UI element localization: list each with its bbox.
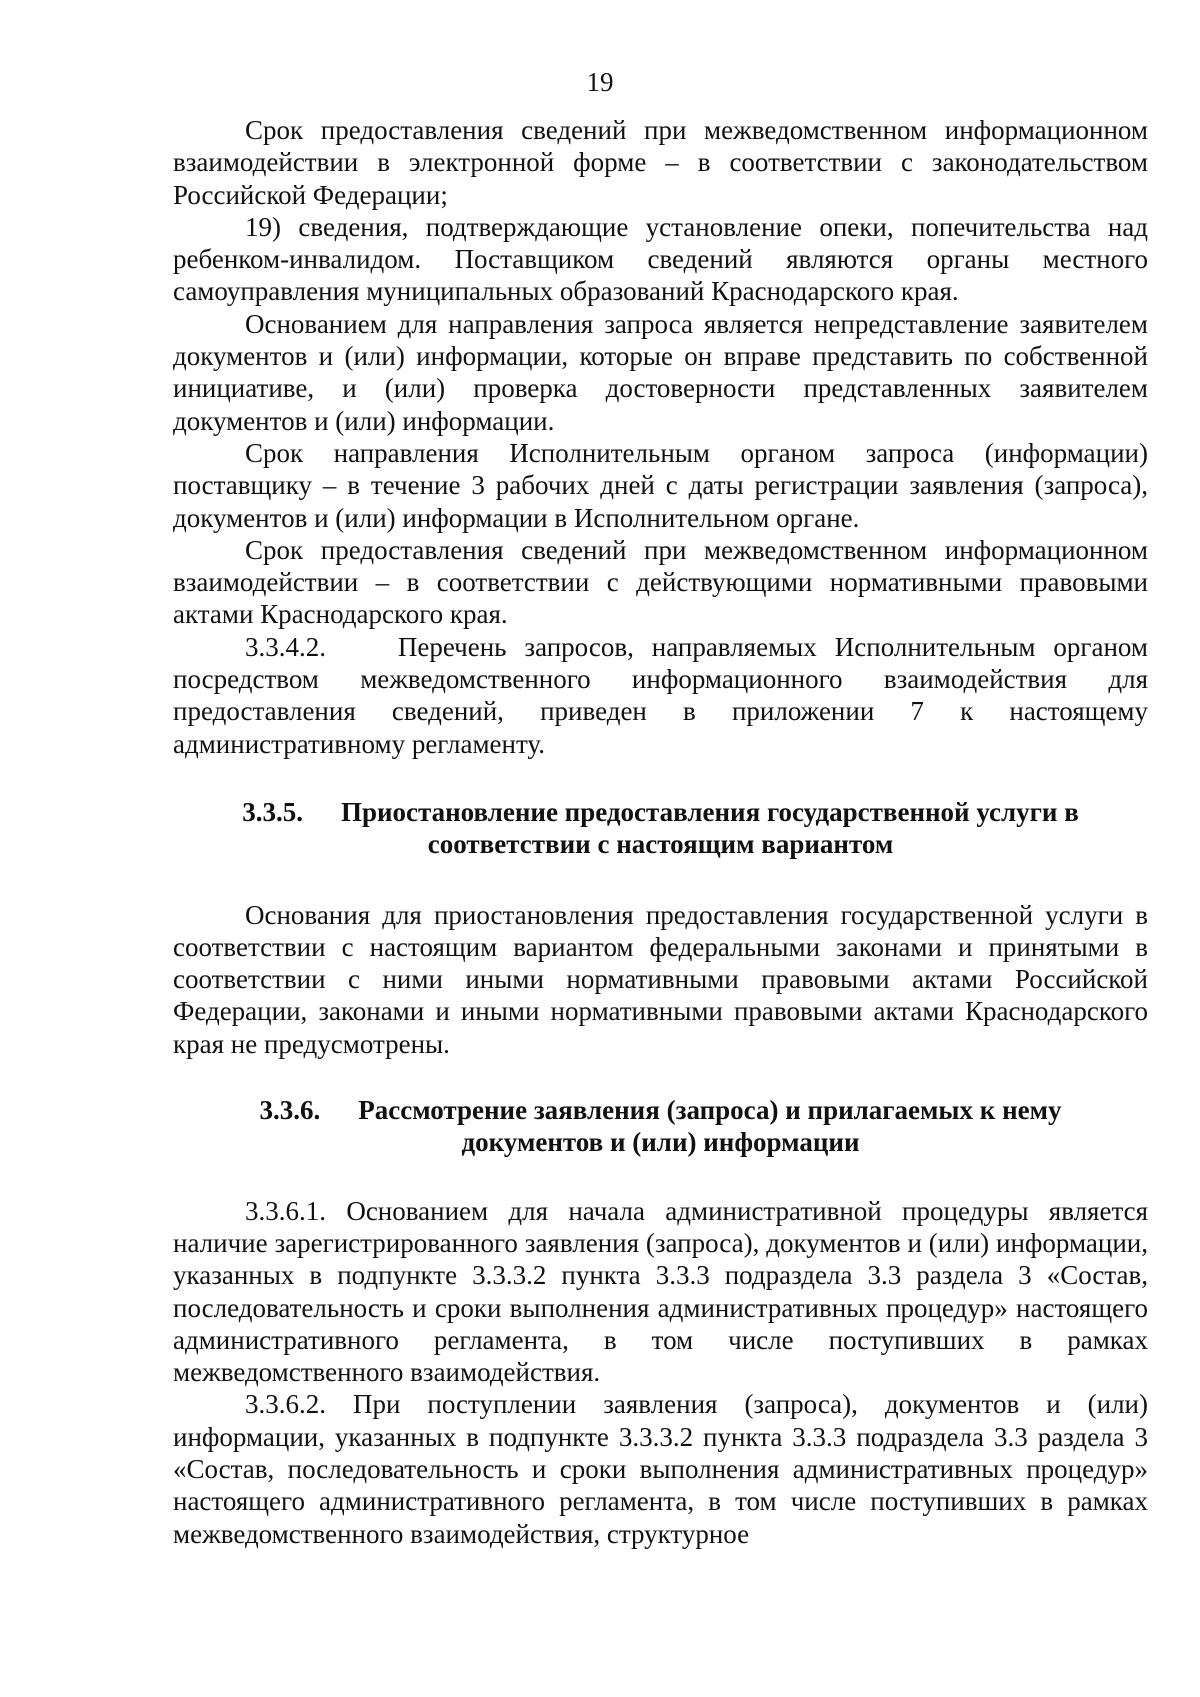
section-title: Приостановление предоставления государственной услуги в соответствии с настоящим вариантом <box>340 796 1079 860</box>
section-heading-3-3-6 <box>173 1094 1148 1159</box>
section-number: 3.3.6. <box>259 1095 321 1126</box>
paragraph: 3.3.6.1. Основанием для начала административной процедуры является наличие зарегистрированного заявления (запроса), документов и (или) информации, указанных в подпункте 3.3.3.2 пункта 3.3.3 подраздела 3.3 раздела 3 «Состав, последовательность и сроки выполнения административных процедур» настоящего административного регламента, в том числе поступивших в рамках межведомственного взаимодействия. <box>173 1195 1148 1388</box>
paragraph: Срок направления Исполнительным органом запроса (информации) поставщику – в течение 3 рабочих дней с даты регистрации заявления (запроса), документов и (или) информации в Исполнительном органе. <box>173 437 1148 533</box>
section-title: Рассмотрение заявления (запроса) и прилагаемых к нему документов и (или) информации <box>358 1095 1062 1158</box>
paragraph: Основанием для направления запроса является непредставление заявителем документов и (или) информации, которые он вправе представить по собственной инициативе, и (или) проверка достоверности представленных заявителем документов и (или) информации. <box>173 308 1148 436</box>
paragraph: 3.3.6.2. При поступлении заявления (запроса), документов и (или) информации, указанных в подпункте 3.3.3.2 пункта 3.3.3 подраздела 3.3 раздела 3 «Состав, последовательность и сроки выполнения административных процедур» настоящего административного регламента, в том числе поступивших в рамках межведомственного взаимодействия, структурное <box>173 1389 1148 1549</box>
paragraph: 3.3.4.2. Перечень запросов, направляемых Исполнительным органом посредством межведомственного информационного взаимодействия для предоставления сведений, приведен в приложении 7 к настоящему административному регламенту. <box>173 631 1155 759</box>
paragraph: Срок предоставления сведений при межведомственном информационном взаимодействии в электронной форме – в соответствии с законодательством Российской Федерации; <box>173 115 1148 210</box>
page-number: 19 <box>586 67 614 97</box>
paragraph: Основания для приостановления предоставления государственной услуги в соответствии с настоящим вариантом федеральными законами и принятыми в соответствии с ними иными нормативными правовыми актами Российской Федерации, законами и иными нормативными правовыми актами Краснодарского края не предусмотрены. <box>173 899 1148 1059</box>
paragraph: Срок предоставления сведений при межведомственном информационном взаимодействии – в соответствии с действующими нормативными правовыми актами Краснодарского края. <box>173 534 1148 630</box>
document-body <box>173 114 1155 1550</box>
paragraph: 19) сведения, подтверждающие установление опеки, попечительства над ребенком-инвалидом. Поставщиком сведений являются органы местного самоуправления муниципальных образований Краснодарского края. <box>173 211 1148 307</box>
section-number: 3.3.5. <box>242 796 303 827</box>
section-heading-3-3-5 <box>173 796 1148 861</box>
